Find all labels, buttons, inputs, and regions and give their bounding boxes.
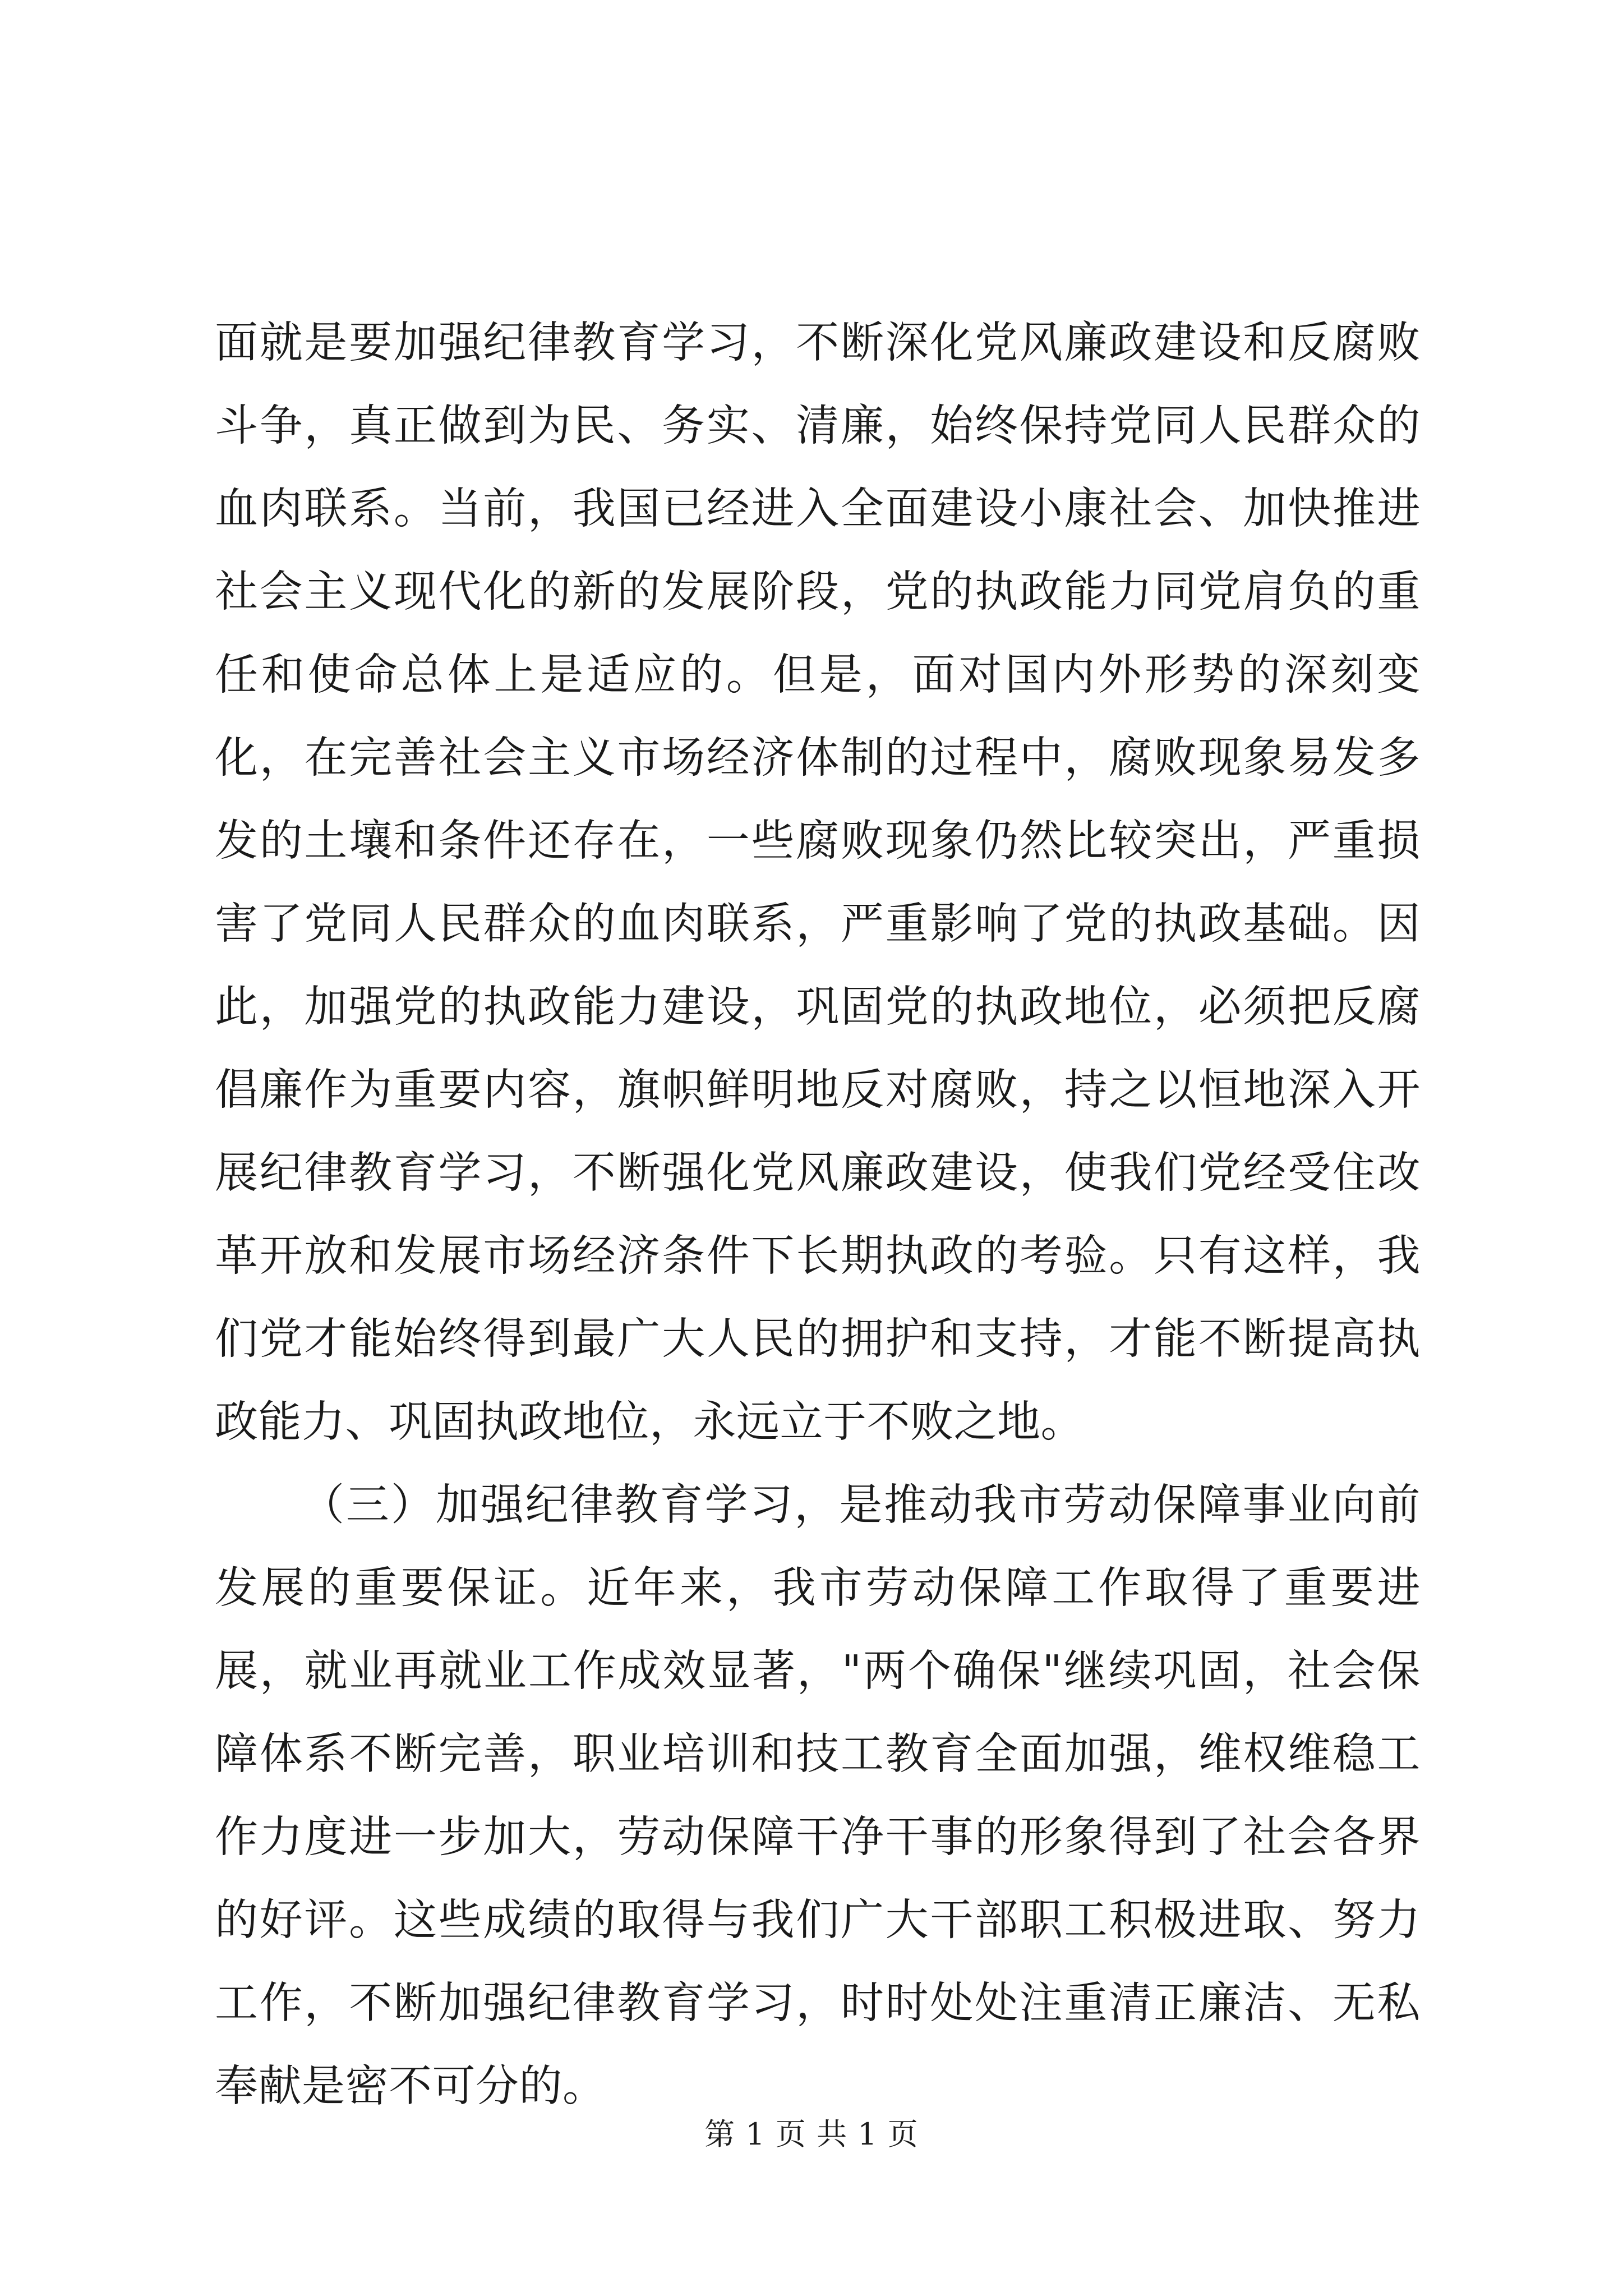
document-body bbox=[215, 302, 1421, 2128]
page-number-footer: 第 1 页 共 1 页 bbox=[704, 2116, 919, 2152]
paragraph-1: 面就是要加强纪律教育学习，不断深化党风廉政建设和反腐败斗争，真正做到为民、务实、清廉，始终保持党同人民群众的血肉联系。当前，我国已经进入全面建设小康社会、加快推进社会主义现代化的新的发展阶段，党的执政能力同党肩负的重任和使命总体上是适应的。但是，面对国内外形势的深刻变化，在完善社会主义市场经济体制的过程中，腐败现象易发多发的土壤和条件还存在，一些腐败现象仍然比较突出，严重损害了党同人民群众的血肉联系，严重影响了党的执政基础。因此，加强党的执政能力建设，巩固党的执政地位，必须把反腐倡廉作为重要内容，旗帜鲜明地反对腐败，持之以恒地深入开展纪律教育学习，不断强化党风廉政建设，使我们党经受住改革开放和发展市场经济条件下长期执政的考验。只有这样，我们党才能始终得到最广大人民的拥护和支持，才能不断提高执政能力、巩固执政地位，永远立于不败之地。 bbox=[215, 318, 1421, 1447]
paragraph-2: （三）加强纪律教育学习，是推动我市劳动保障事业向前发展的重要保证。近年来，我市劳动保障工作取得了重要进展，就业再就业工作成效显著，"两个确保"继续巩固，社会保障体系不断完善，职业培训和技工教育全面加强，维权维稳工作力度进一步加大，劳动保障干净干事的形象得到了社会各界的好评。这些成绩的取得与我们广大干部职工积极进取、努力工作，不断加强纪律教育学习，时时处处注重清正廉洁、无私奉献是密不可分的。 bbox=[215, 1480, 1421, 2111]
